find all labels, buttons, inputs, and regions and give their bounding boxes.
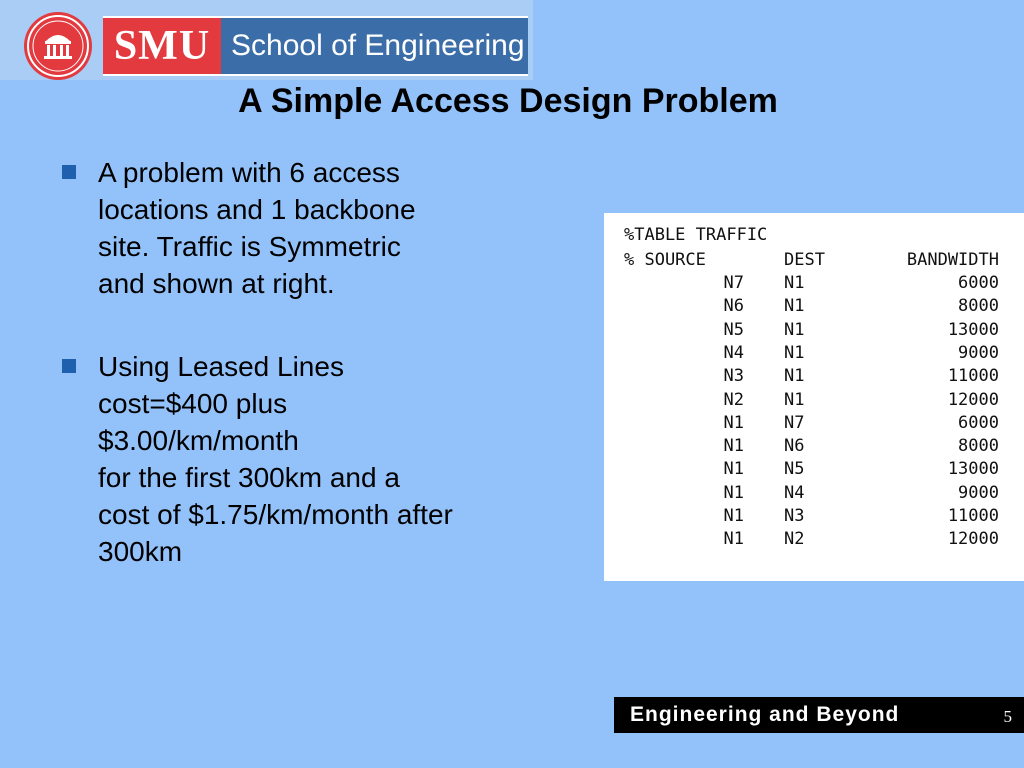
cell-source: N4 (723, 342, 744, 363)
table-row (604, 483, 1024, 507)
cell-dest: N3 (784, 506, 805, 526)
traffic-table-title: %TABLE TRAFFIC (624, 225, 768, 245)
column-header-bandwidth: BANDWIDTH (906, 250, 999, 270)
cell-dest: N2 (784, 529, 805, 550)
cell-bandwidth: 9000 (958, 482, 999, 503)
table-row (604, 296, 1024, 320)
table-row (604, 343, 1024, 367)
cell-source: N1 (723, 482, 744, 503)
cell-source: N1 (723, 506, 744, 526)
cell-source: N1 (723, 412, 744, 433)
cell-dest: N4 (784, 482, 805, 503)
cell-source: N7 (723, 273, 744, 293)
cell-dest: N5 (784, 459, 805, 480)
bullet-list (62, 154, 582, 616)
cell-source: N5 (723, 319, 744, 340)
column-header-source: % SOURCE (624, 250, 706, 270)
cell-dest: N1 (784, 342, 805, 363)
table-row (604, 320, 1024, 344)
cell-bandwidth: 13000 (947, 459, 999, 480)
table-row (604, 273, 1024, 297)
cell-dest: N1 (784, 389, 805, 410)
footer-tagline: Engineering and Beyond (630, 703, 900, 726)
cell-bandwidth: 6000 (958, 412, 999, 433)
cell-bandwidth: 11000 (947, 366, 999, 387)
cell-dest: N1 (784, 366, 805, 387)
bullet-item (62, 348, 582, 570)
table-row (604, 413, 1024, 437)
cell-source: N1 (723, 459, 744, 480)
page-number: 5 (1003, 707, 1012, 726)
cell-source: N1 (723, 436, 744, 457)
bullet-text: Using Leased Lines cost=$400 plus $3.00/km/month for the first 300km and a cost of $1.75/km/month after 300km (98, 351, 453, 567)
cell-source: N6 (723, 296, 744, 317)
school-name: School of Engineering (231, 29, 525, 62)
traffic-table (604, 213, 1024, 581)
cell-source: N2 (723, 389, 744, 410)
table-row (604, 529, 1024, 553)
slide-title: A Simple Access Design Problem (238, 82, 778, 120)
cell-bandwidth: 8000 (958, 436, 999, 457)
table-row (604, 436, 1024, 460)
bullet-text: A problem with 6 access locations and 1 backbone site. Traffic is Symmetric and shown at right. (98, 157, 416, 299)
cell-bandwidth: 12000 (947, 389, 999, 410)
cell-dest: N1 (784, 296, 805, 317)
table-row (604, 459, 1024, 483)
bullet-item (62, 154, 582, 302)
cell-dest: N6 (784, 436, 805, 457)
school-logo (103, 16, 528, 76)
footer-bar (614, 697, 1024, 733)
cell-dest: N1 (784, 273, 805, 293)
smu-seal-logo (24, 12, 92, 80)
cell-dest: N1 (784, 319, 805, 340)
cell-bandwidth: 8000 (958, 296, 999, 317)
cell-bandwidth: 6000 (958, 273, 999, 293)
traffic-table-header (604, 250, 1024, 274)
table-row (604, 506, 1024, 530)
square-bullet-icon (62, 165, 76, 179)
smu-wordmark: SMU (103, 18, 221, 74)
cell-bandwidth: 12000 (947, 529, 999, 550)
cell-dest: N7 (784, 412, 805, 433)
header-banner (0, 0, 533, 80)
cell-bandwidth: 9000 (958, 342, 999, 363)
column-header-dest: DEST (784, 250, 825, 270)
cell-bandwidth: 11000 (947, 506, 999, 526)
table-row (604, 390, 1024, 414)
square-bullet-icon (62, 359, 76, 373)
cell-bandwidth: 13000 (947, 319, 999, 340)
cell-source: N1 (723, 529, 744, 550)
table-row (604, 366, 1024, 390)
cell-source: N3 (723, 366, 744, 387)
